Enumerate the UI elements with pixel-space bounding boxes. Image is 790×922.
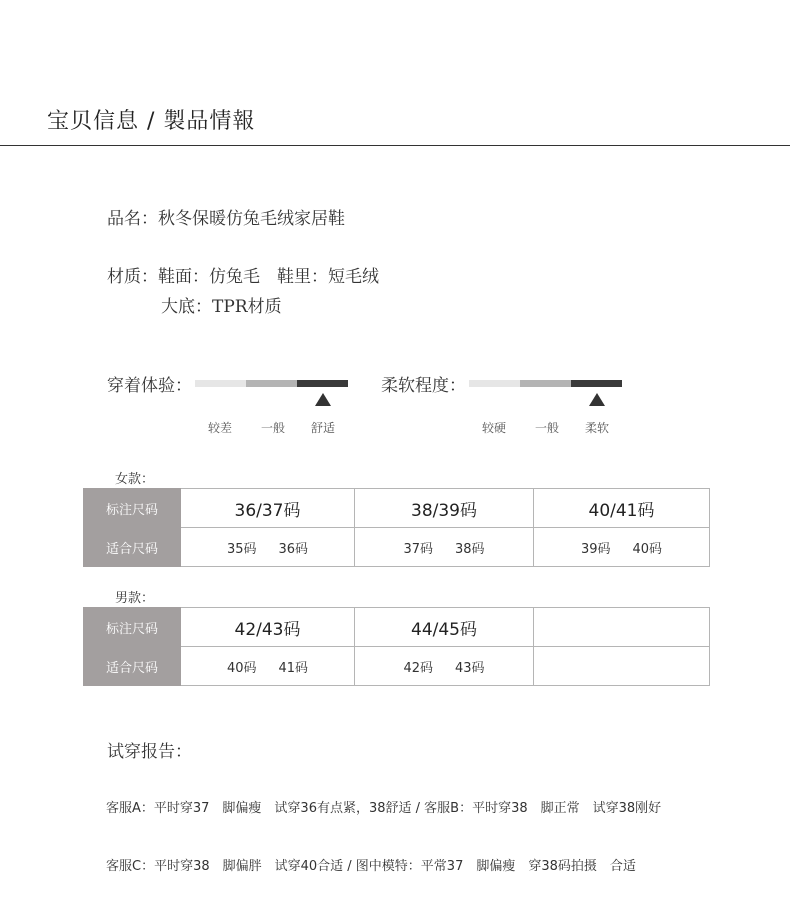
softness-level-1: 较硬 [481,421,506,435]
selected-level-marker-icon [315,393,331,406]
wear-level-1: 较差 [207,421,232,435]
scale-segment-mid [520,380,571,387]
fitting-report-title: 试穿报告： [107,742,192,762]
softness-level-3: 柔软 [584,421,609,435]
men-size-label: 男款： [115,591,155,606]
women-size-label: 女款： [115,472,155,487]
softness-level-2: 一般 [534,421,559,435]
wear-experience-scale [195,380,348,387]
material-line-upper: 材质：鞋面：仿兔毛 鞋里：短毛绒 [107,267,379,287]
fit-size-value: 41码 [278,660,309,676]
labeled-size-cell: 44/45码 [355,608,534,647]
material-line-sole: 大底：TPR材质 [161,297,282,317]
fit-size-value: 39码 [580,541,611,557]
fit-size-cell [355,528,534,567]
fitting-report-line-1: 客服A：平时穿37 脚偏瘦 试穿36有点紧，38舒适 / 客服B：平时穿38 脚正常 试穿38刚好 [106,801,662,816]
labeled-size-cell: 38/39码 [355,489,534,528]
fit-size-value: 35码 [226,541,257,557]
softness-label: 柔软程度： [381,376,466,396]
fit-size-value: 40码 [226,660,257,676]
scale-segment-high [297,380,348,387]
wear-experience-label: 穿着体验： [107,376,192,396]
men-size-table [83,607,710,686]
fit-size-value: 37码 [403,541,433,557]
empty-size-cell [534,647,710,686]
product-name: 品名：秋冬保暖仿兔毛绒家居鞋 [107,209,345,229]
empty-size-cell [534,608,710,647]
labeled-size-cell: 40/41码 [534,489,710,528]
row-header-fit-size: 适合尺码 [84,528,181,567]
fit-size-value: 42码 [403,660,433,676]
fit-size-cell [181,528,355,567]
fitting-report-line-2: 客服C：平时穿38 脚偏胖 试穿40合适 / 图中模特：平常37 脚偏瘦 穿38码拍摄 合适 [106,859,636,874]
row-header-labeled-size: 标注尺码 [84,489,181,528]
scale-segment-low [195,380,246,387]
row-header-labeled-size: 标注尺码 [84,608,181,647]
fit-size-cell [355,647,534,686]
women-size-table [83,488,710,567]
fit-size-value: 36码 [278,541,309,557]
fit-size-value: 40码 [632,541,663,557]
header-divider [0,145,790,146]
labeled-size-cell: 42/43码 [181,608,355,647]
fit-size-cell [534,528,710,567]
row-header-fit-size: 适合尺码 [84,647,181,686]
scale-segment-high [571,380,622,387]
softness-scale [469,380,622,387]
wear-level-2: 一般 [260,421,285,435]
wear-level-3: 舒适 [310,421,335,435]
fit-size-value: 38码 [455,541,485,557]
fit-size-value: 43码 [455,660,485,676]
scale-segment-low [469,380,520,387]
section-title: 宝贝信息 / 製品情報 [47,109,256,134]
scale-segment-mid [246,380,297,387]
fit-size-cell [181,647,355,686]
selected-level-marker-icon [589,393,605,406]
labeled-size-cell: 36/37码 [181,489,355,528]
